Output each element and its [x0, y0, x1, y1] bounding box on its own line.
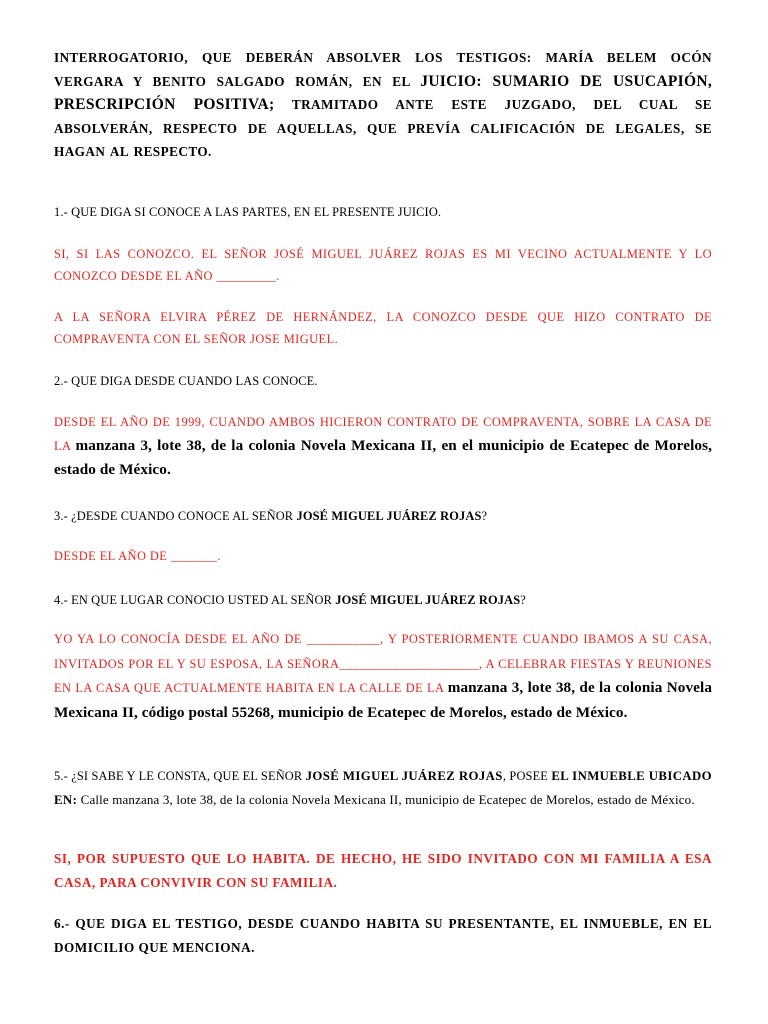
- answer-4: [54, 627, 712, 725]
- question-6: 6.- QUE DIGA EL TESTIGO, DESDE CUANDO HABITA SU PRESENTANTE, EL INMUEBLE, EN EL DOMICILIO QUE MENCIONA.: [54, 916, 712, 955]
- answer-1a: SI, SI LAS CONOZCO. EL SEÑOR JOSÉ MIGUEL JUÁREZ ROJAS ES MI VECINO ACTUALMENTE Y LO CONOZCO DESDE EL AÑO _________.: [54, 247, 712, 283]
- question-1: 1.- QUE DIGA SI CONOCE A LAS PARTES, EN EL PRESENTE JUICIO.: [54, 205, 442, 219]
- answer-4-text: YO YA LO CONOCÍA DESDE EL AÑO DE ___________, Y POSTERIORMENTE CUANDO IBAMOS A SU CASA, INVITADOS POR EL Y SU ESPOSA, LA SEÑORA_____________________, A CELEBRAR FIESTAS Y REUNIONES EN LA CASA QUE ACTUALMENTE HABITA EN LA CALLE DE LA: [54, 632, 712, 695]
- question-2: 2.- QUE DIGA DESDE CUANDO LAS CONOCE.: [54, 374, 318, 388]
- question-5-mid: , POSEE: [502, 769, 552, 783]
- question-3-text: 3.- ¿DESDE CUANDO CONOCE AL SEÑOR: [54, 509, 297, 523]
- intro-case-name: JUICIO: SUMARIO DE USUCAPIÓN, PRESCRIPCIÓN POSITIVA;: [54, 72, 713, 113]
- question-4-text: 4.- EN QUE LUGAR CONOCIO USTED AL SEÑOR: [54, 593, 336, 607]
- question-4-name: JOSÉ MIGUEL JUÁREZ ROJAS: [335, 593, 521, 607]
- question-4: [54, 589, 712, 611]
- answer-2: [54, 410, 712, 482]
- question-3: [54, 505, 712, 527]
- answer-3: DESDE EL AÑO DE _______.: [54, 549, 221, 563]
- answer-2-address: manzana 3, lote 38, de la colonia Novela Mexicana II, en el municipio de Ecatepec de Morelos, estado de México.: [54, 437, 712, 478]
- question-5-text: 5.- ¿SI SABE Y LE CONSTA, QUE EL SEÑOR: [54, 769, 306, 783]
- intro-text-part1: INTERROGATORIO, QUE DEBERÁN ABSOLVER LOS TESTIGOS: MARÍA BELEM OCÓN VERGARA Y BENITO SALGADO ROMÁN, EN EL: [54, 50, 712, 89]
- question-3-end: ?: [481, 509, 488, 523]
- question-3-name: JOSÉ MIGUEL JUÁREZ ROJAS: [296, 509, 482, 523]
- question-5: [54, 765, 712, 812]
- intro-paragraph: [54, 46, 712, 164]
- answer-2-text: DESDE EL AÑO DE 1999, CUANDO AMBOS HICIERON CONTRATO DE COMPRAVENTA, SOBRE LA CASA DE LA: [54, 415, 712, 453]
- question-5-name: JOSÉ MIGUEL JUÁREZ ROJAS: [305, 769, 503, 783]
- intro-text-part3: TRAMITADO ANTE ESTE JUZGADO, DEL CUAL SE ABSOLVERÁN, RESPECTO DE AQUELLAS, QUE PREVÍA CALIFICACIÓN DE LEGALES, SE HAGAN AL RESPECTO.: [54, 97, 712, 159]
- question-4-end: ?: [520, 593, 526, 607]
- question-5-bold: EL INMUEBLE UBICADO EN:: [54, 769, 712, 807]
- question-5-address: Calle manzana 3, lote 38, de la colonia Novela Mexicana II, municipio de Ecatepec de Morelos, estado de México.: [77, 792, 695, 807]
- answer-1b: A LA SEÑORA ELVIRA PÉREZ DE HERNÁNDEZ, LA CONOZCO DESDE QUE HIZO CONTRATO DE COMPRAVENTA CON EL SEÑOR JOSE MIGUEL.: [54, 310, 712, 346]
- answer-5: SI, POR SUPUESTO QUE LO HABITA. DE HECHO, HE SIDO INVITADO CON MI FAMILIA A ESA CASA, PARA CONVIVIR CON SU FAMILIA.: [54, 851, 712, 890]
- answer-4-address: manzana 3, lote 38, de la colonia Novela Mexicana II, código postal 55268, municipio de Ecatepec de Morelos, estado de México.: [54, 679, 713, 721]
